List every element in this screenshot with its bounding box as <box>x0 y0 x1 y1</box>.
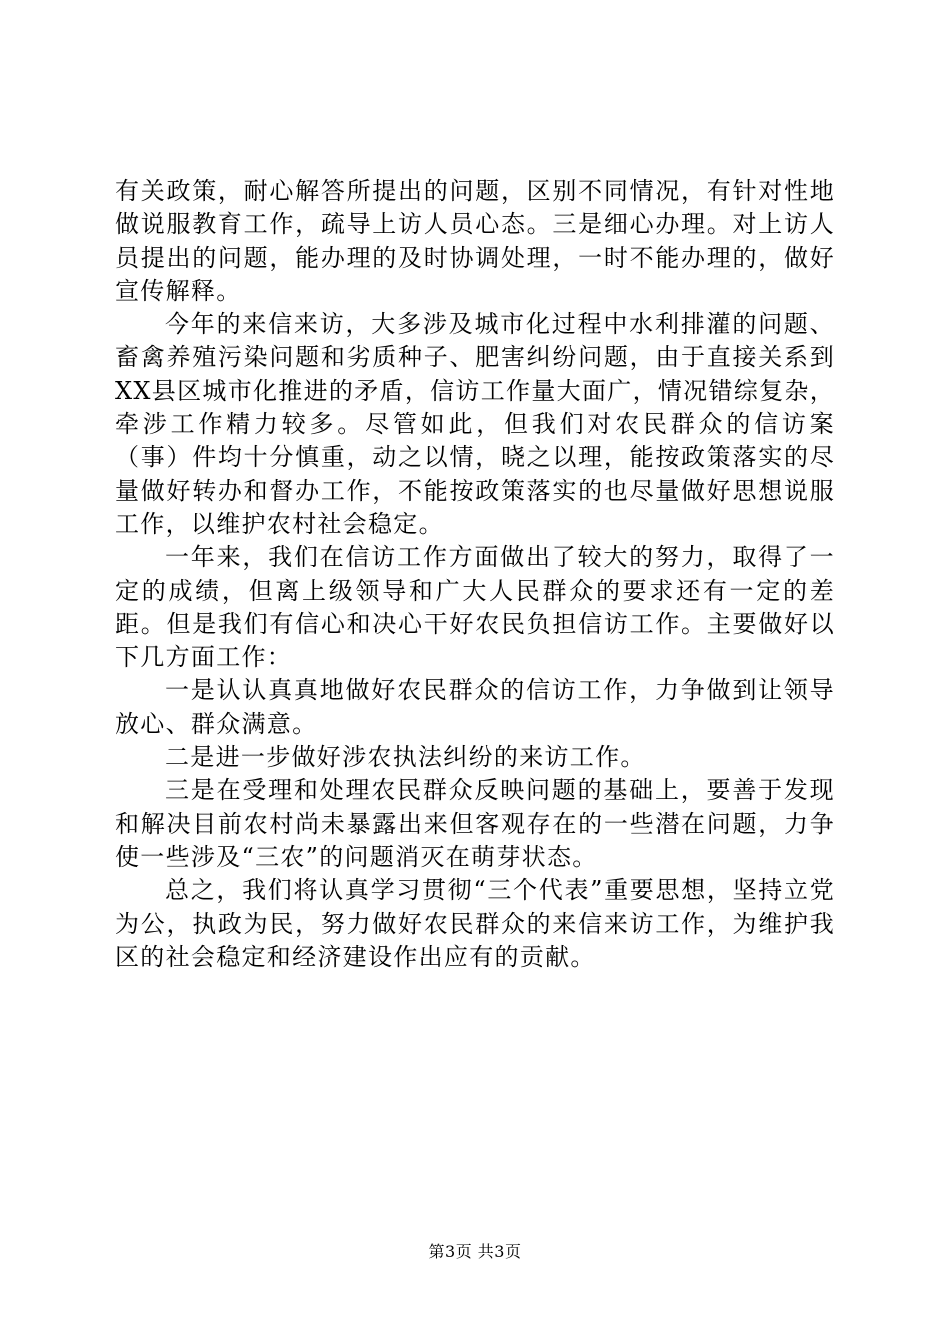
paragraph-continuation: 有关政策，耐心解答所提出的问题，区别不同情况，有针对性地做说服教育工作，疏导上访人员心态。三是细心办理。对上访人员提出的问题，能办理的及时协调处理，一时不能办理的，做好宣传解释。 <box>115 177 835 305</box>
paragraph-conclusion: 总之，我们将认真学习贯彻“三个代表”重要思想，坚持立党为公，执政为民，努力做好农民群众的来信来访工作，为维护我区的社会稳定和经济建设作出应有的贡献。 <box>115 876 835 971</box>
paragraph-task-one: 一是认认真真地做好农民群众的信访工作，力争做到让领导放心、群众满意。 <box>115 676 835 738</box>
paragraph-task-two: 二是进一步做好涉农执法纠纷的来访工作。 <box>165 743 646 772</box>
paragraph-year-summary: 一年来，我们在信访工作方面做出了较大的努力，取得了一定的成绩，但离上级领导和广大人民群众的要求还有一定的差距。但是我们有信心和决心干好农民负担信访工作。主要做好以下几方面工作： <box>115 543 835 672</box>
page-number-footer: 第3页 共3页 <box>428 1242 522 1261</box>
paragraph-task-three: 三是在受理和处理农民群众反映问题的基础上，要善于发现和解决目前农村尚未暴露出来但客观存在的一些潜在问题，力争使一些涉及“三农”的问题消灭在萌芽状态。 <box>115 776 835 871</box>
document-body <box>115 175 835 974</box>
paragraph-petition-issues: 今年的来信来访，大多涉及城市化过程中水利排灌的问题、畜禽养殖污染问题和劣质种子、肥害纠纷问题，由于直接关系到XX县区城市化推进的矛盾，信访工作量大面广，情况错综复杂，牵涉工作精力较多。尽管如此，但我们对农民群众的信访案（事）件均十分慎重，动之以情，晓之以理，能按政策落实的尽量做好转办和督办工作，不能按政策落实的也尽量做好思想说服工作，以维护农村社会稳定。 <box>115 310 835 538</box>
